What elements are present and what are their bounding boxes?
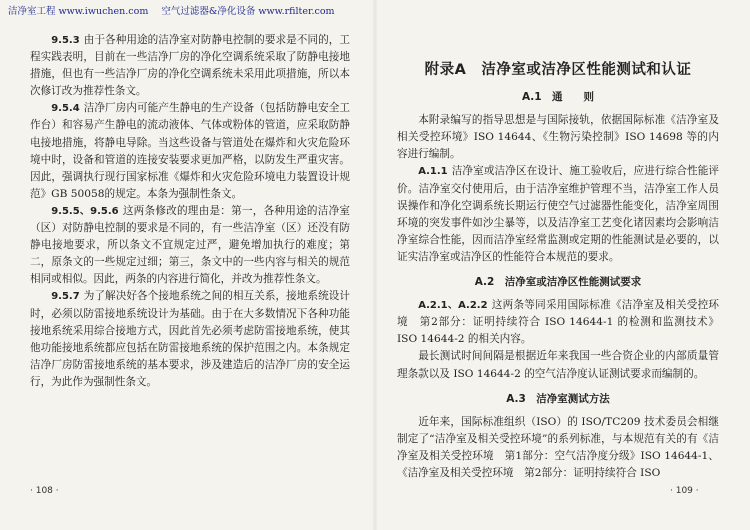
section-title-a3: A.3 洁净室测试方法 [506, 392, 610, 405]
section-a3-intro [397, 414, 719, 482]
clause-number: A.2.1、A.2.2 [418, 300, 488, 312]
site-link-rfilter[interactable]: 空气过滤器&净化设备 www.rfilter.com [161, 6, 335, 17]
section-title-a1: A.1 通 则 [521, 91, 595, 104]
paragraph-text: 最长测试时间间隔是根据近年来我国一些合资企业的内部质量管理条款以及 ISO 14644-2 的空气洁净度认证测试要求而编制的。 [397, 350, 719, 380]
paragraph-text: 近年来，国际标准组织（ISO）的 ISO/TC209 技术委员会相继制定了“洁净室及相关受控环境”的系列标准，与本规范有关的有《洁净室及相关受控环境 第1部分：空气洁净度分级》ISO 14644-1、《洁净室及相关受控环境 第2部分：证明持续符合 ISO [397, 415, 719, 479]
clause-text: 洁净厂房内可能产生静电的生产设备（包括防静电安全工作台）和容易产生静电的流动液体、气体或粉体的管道，应采取防静电接地措施，将静电导除。当这些设备与管道处在爆炸和火灾危险环境中时，设备和管道的连接安装要求更加严格，以防发生严重灾害。因此，强调执行现行国家标准《爆炸和火灾危险环境电力装置设计规范》GB 50058的规定。本条为强制性条文。 [30, 102, 350, 200]
clause-9-5-7 [30, 288, 350, 391]
clause-text: 为了解决好各个接地系统之间的相互关系，接地系统设计时，必须以防雷接地系统设计为基础。由于在大多数情况下各种功能接地系统采用综合接地方式，因此首先必须考虑防雷接地系统，使其他功能接地系统都应包括在防雷接地系统的保护范围之内。本条规定洁净厂房防雷接地系统的基本要求，涉及建造后的洁净厂房的安全运行，为此作为强制性条文。 [30, 290, 350, 388]
section-a1-intro [397, 112, 719, 163]
clause-text: 洁净室或洁净区在设计、施工验收后，应进行综合性能评价。洁净室交付使用后，由于洁净室维护管理不当，洁净室工作人员误操作和净化空调系统长期运行使空气过滤器性能变化，洁净室周围环境的突发事件如沙尘暴等，以及洁净室工艺变化诸因素均会影响洁净室综合性能，因而洁净室经常监测或定期的性能测试是必要的，以证实洁净室或洁净区的性能符合本规范的要求。 [397, 165, 719, 263]
clause-text: 这两条等同采用国际标准《洁净室及相关受控环境 第2部分：证明持续符合 ISO 14644-1 的检测和监测技术》ISO 14644-2 的相关内容。 [397, 299, 719, 346]
clause-text: 这两条修改的理由是：第一，各种用途的洁净室（区）对防静电控制的要求是不同的，有一些洁净室（区）还没有防静电接地要求，所以条文不宜规定过严，避免增加执行的难度；第二，原条文的一些规定过细；第三，条文中的一些内容与相关的规范相同或相似。因此，两条的内容进行简化，并改为推荐性条文。 [30, 204, 350, 286]
clause-text: 由于各种用途的洁净室对防静电控制的要求是不同的，工程实践表明，目前在一些洁净厂房的净化空调系统采取了防静电接地措施，但也有一些洁净厂房的净化空调系统未采用此项措施，所以本次修订改为推荐性条文。 [30, 34, 350, 98]
clause-number: 9.5.5、9.5.6 [51, 205, 119, 217]
clause-a-2-1-a-2-2 [397, 297, 719, 348]
section-title-a2: A.2 洁净室或洁净区性能测试要求 [474, 276, 642, 289]
clause-9-5-4 [30, 100, 350, 203]
section-a2-note [397, 348, 719, 382]
book-gutter [372, 0, 378, 530]
site-link-iwuchen[interactable]: 洁净室工程 www.iwuchen.com [8, 6, 149, 17]
appendix-title: 附录A 洁净室或洁净区性能测试和认证 [424, 62, 692, 78]
left-page [30, 32, 350, 502]
clause-9-5-5-9-5-6 [30, 203, 350, 288]
page-number-left: · 108 · [30, 486, 59, 496]
clause-number: 9.5.7 [51, 291, 80, 303]
clause-a-1-1 [397, 163, 719, 266]
clause-number: 9.5.3 [51, 35, 80, 46]
clause-number: 9.5.4 [51, 103, 80, 115]
clause-9-5-3 [30, 32, 350, 100]
paragraph-text: 本附录编写的指导思想是与国际接轨，依据国际标准《洁净室及相关受控环境》ISO 14644、《生物污染控制》ISO 14698 等的内容进行编制。 [397, 114, 719, 161]
page-number-right: · 109 · [670, 486, 699, 496]
clause-number: A.1.1 [418, 166, 448, 178]
right-page [397, 32, 719, 502]
